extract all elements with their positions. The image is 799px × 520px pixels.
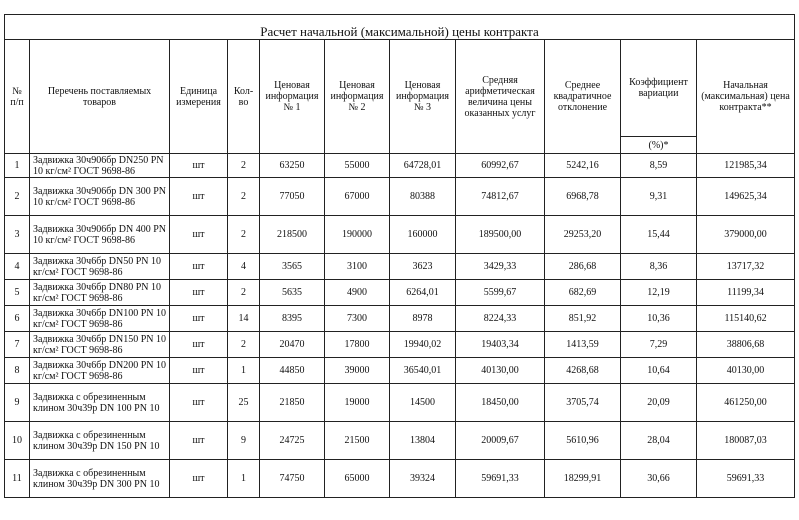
quantity-cell: 2 xyxy=(228,332,260,358)
price-3-cell: 6264,01 xyxy=(390,280,456,306)
price-1-cell: 24725 xyxy=(260,422,325,460)
table-row xyxy=(5,358,795,384)
item-name: Задвижка 30ч6бр DN50 PN 10 кг/см² ГОСТ 9698-86 xyxy=(30,254,170,280)
price-1-cell: 63250 xyxy=(260,154,325,178)
price-3-cell: 64728,01 xyxy=(390,154,456,178)
unit-cell: шт xyxy=(170,422,228,460)
variation-coef-cell: 8,59 xyxy=(621,154,697,178)
quantity-cell: 25 xyxy=(228,384,260,422)
quantity-cell: 14 xyxy=(228,306,260,332)
price-1-cell: 8395 xyxy=(260,306,325,332)
std-dev-cell: 1413,59 xyxy=(545,332,621,358)
item-name: Задвижка 30ч906бр DN250 PN 10 кг/см² ГОСТ 9698-86 xyxy=(30,154,170,178)
price-2-cell: 67000 xyxy=(325,178,390,216)
average-cell: 8224,33 xyxy=(456,306,545,332)
item-name: Задвижка с обрезиненным клином 30ч39р DN 300 PN 10 xyxy=(30,460,170,498)
variation-coef-cell: 10,64 xyxy=(621,358,697,384)
price-2-cell: 21500 xyxy=(325,422,390,460)
contract-price-cell: 40130,00 xyxy=(697,358,795,384)
std-dev-cell: 5242,16 xyxy=(545,154,621,178)
contract-price-cell: 149625,34 xyxy=(697,178,795,216)
unit-cell: шт xyxy=(170,254,228,280)
row-number: 3 xyxy=(5,216,30,254)
table-row xyxy=(5,280,795,306)
row-number: 1 xyxy=(5,154,30,178)
average-cell: 5599,67 xyxy=(456,280,545,306)
item-name: Задвижка с обрезиненным клином 30ч39р DN 100 PN 10 xyxy=(30,384,170,422)
price-3-cell: 80388 xyxy=(390,178,456,216)
price-3-cell: 13804 xyxy=(390,422,456,460)
quantity-cell: 1 xyxy=(228,460,260,498)
header-unit: Единица измерения xyxy=(170,40,228,154)
unit-cell: шт xyxy=(170,154,228,178)
contract-price-cell: 13717,32 xyxy=(697,254,795,280)
price-1-cell: 21850 xyxy=(260,384,325,422)
variation-coef-cell: 15,44 xyxy=(621,216,697,254)
average-cell: 40130,00 xyxy=(456,358,545,384)
average-cell: 18450,00 xyxy=(456,384,545,422)
item-name: Задвижка 30ч906бр DN 300 PN 10 кг/см² ГОСТ 9698-86 xyxy=(30,178,170,216)
header-price-1: Ценовая информация № 1 xyxy=(260,40,325,154)
average-cell: 74812,67 xyxy=(456,178,545,216)
contract-price-cell: 461250,00 xyxy=(697,384,795,422)
header-num: № п/п xyxy=(5,40,30,154)
contract-price-cell: 180087,03 xyxy=(697,422,795,460)
table-row xyxy=(5,178,795,216)
table-row xyxy=(5,384,795,422)
table-title: Расчет начальной (максимальной) цены контракта xyxy=(5,15,795,40)
variation-coef-cell: 30,66 xyxy=(621,460,697,498)
unit-cell: шт xyxy=(170,358,228,384)
header-price-2: Ценовая информация № 2 xyxy=(325,40,390,154)
item-name: Задвижка 30ч6бр DN80 PN 10 кг/см² ГОСТ 9698-86 xyxy=(30,280,170,306)
quantity-cell: 9 xyxy=(228,422,260,460)
std-dev-cell: 3705,74 xyxy=(545,384,621,422)
table-row xyxy=(5,460,795,498)
price-3-cell: 14500 xyxy=(390,384,456,422)
header-price-3: Ценовая информация № 3 xyxy=(390,40,456,154)
header-variation-coef: Коэффициент вариации xyxy=(621,40,697,137)
std-dev-cell: 29253,20 xyxy=(545,216,621,254)
quantity-cell: 4 xyxy=(228,254,260,280)
average-cell: 60992,67 xyxy=(456,154,545,178)
unit-cell: шт xyxy=(170,216,228,254)
price-2-cell: 4900 xyxy=(325,280,390,306)
unit-cell: шт xyxy=(170,306,228,332)
row-number: 4 xyxy=(5,254,30,280)
table-row xyxy=(5,254,795,280)
table-row xyxy=(5,332,795,358)
item-name: Задвижка 30ч6бр DN100 PN 10 кг/см² ГОСТ 9698-86 xyxy=(30,306,170,332)
contract-price-cell: 121985,34 xyxy=(697,154,795,178)
row-number: 8 xyxy=(5,358,30,384)
price-3-cell: 8978 xyxy=(390,306,456,332)
price-3-cell: 39324 xyxy=(390,460,456,498)
variation-coef-cell: 7,29 xyxy=(621,332,697,358)
row-number: 2 xyxy=(5,178,30,216)
contract-price-cell: 11199,34 xyxy=(697,280,795,306)
price-2-cell: 3100 xyxy=(325,254,390,280)
row-number: 10 xyxy=(5,422,30,460)
header-name: Перечень поставляемых товаров xyxy=(30,40,170,154)
price-2-cell: 39000 xyxy=(325,358,390,384)
price-3-cell: 19940,02 xyxy=(390,332,456,358)
header-variation-unit: (%)* xyxy=(621,137,697,154)
price-2-cell: 7300 xyxy=(325,306,390,332)
header-qty: Кол-во xyxy=(228,40,260,154)
contract-price-cell: 59691,33 xyxy=(697,460,795,498)
average-cell: 3429,33 xyxy=(456,254,545,280)
variation-coef-cell: 10,36 xyxy=(621,306,697,332)
unit-cell: шт xyxy=(170,178,228,216)
std-dev-cell: 4268,68 xyxy=(545,358,621,384)
std-dev-cell: 6968,78 xyxy=(545,178,621,216)
price-2-cell: 55000 xyxy=(325,154,390,178)
row-number: 5 xyxy=(5,280,30,306)
price-1-cell: 44850 xyxy=(260,358,325,384)
header-std-dev: Среднее квадратичное отклонение xyxy=(545,40,621,154)
unit-cell: шт xyxy=(170,280,228,306)
price-2-cell: 19000 xyxy=(325,384,390,422)
item-name: Задвижка 30ч906бр DN 400 PN 10 кг/см² ГОСТ 9698-86 xyxy=(30,216,170,254)
row-number: 7 xyxy=(5,332,30,358)
average-cell: 189500,00 xyxy=(456,216,545,254)
price-1-cell: 74750 xyxy=(260,460,325,498)
table-row xyxy=(5,216,795,254)
unit-cell: шт xyxy=(170,384,228,422)
std-dev-cell: 851,92 xyxy=(545,306,621,332)
price-1-cell: 3565 xyxy=(260,254,325,280)
price-2-cell: 65000 xyxy=(325,460,390,498)
variation-coef-cell: 8,36 xyxy=(621,254,697,280)
price-2-cell: 17800 xyxy=(325,332,390,358)
variation-coef-cell: 28,04 xyxy=(621,422,697,460)
price-3-cell: 160000 xyxy=(390,216,456,254)
contract-price-cell: 38806,68 xyxy=(697,332,795,358)
std-dev-cell: 286,68 xyxy=(545,254,621,280)
item-name: Задвижка 30ч6бр DN200 PN 10 кг/см² ГОСТ 9698-86 xyxy=(30,358,170,384)
price-3-cell: 36540,01 xyxy=(390,358,456,384)
row-number: 6 xyxy=(5,306,30,332)
price-1-cell: 218500 xyxy=(260,216,325,254)
header-contract-price: Начальная (максимальная) цена контракта** xyxy=(697,40,795,154)
unit-cell: шт xyxy=(170,460,228,498)
price-calculation-sheet xyxy=(4,14,794,498)
std-dev-cell: 5610,96 xyxy=(545,422,621,460)
std-dev-cell: 682,69 xyxy=(545,280,621,306)
quantity-cell: 1 xyxy=(228,358,260,384)
average-cell: 59691,33 xyxy=(456,460,545,498)
quantity-cell: 2 xyxy=(228,154,260,178)
row-number: 9 xyxy=(5,384,30,422)
quantity-cell: 2 xyxy=(228,280,260,306)
unit-cell: шт xyxy=(170,332,228,358)
table-row xyxy=(5,306,795,332)
contract-price-cell: 115140,62 xyxy=(697,306,795,332)
row-number: 11 xyxy=(5,460,30,498)
price-1-cell: 77050 xyxy=(260,178,325,216)
price-2-cell: 190000 xyxy=(325,216,390,254)
std-dev-cell: 18299,91 xyxy=(545,460,621,498)
price-3-cell: 3623 xyxy=(390,254,456,280)
price-table xyxy=(4,14,795,498)
contract-price-cell: 379000,00 xyxy=(697,216,795,254)
price-1-cell: 5635 xyxy=(260,280,325,306)
variation-coef-cell: 20,09 xyxy=(621,384,697,422)
table-row xyxy=(5,422,795,460)
item-name: Задвижка с обрезиненным клином 30ч39р DN 150 PN 10 xyxy=(30,422,170,460)
quantity-cell: 2 xyxy=(228,178,260,216)
item-name: Задвижка 30ч6бр DN150 PN 10 кг/см² ГОСТ 9698-86 xyxy=(30,332,170,358)
average-cell: 20009,67 xyxy=(456,422,545,460)
variation-coef-cell: 9,31 xyxy=(621,178,697,216)
variation-coef-cell: 12,19 xyxy=(621,280,697,306)
quantity-cell: 2 xyxy=(228,216,260,254)
table-row xyxy=(5,154,795,178)
price-1-cell: 20470 xyxy=(260,332,325,358)
header-average: Средняя арифметическая величина цены оказанных услуг xyxy=(456,40,545,154)
average-cell: 19403,34 xyxy=(456,332,545,358)
